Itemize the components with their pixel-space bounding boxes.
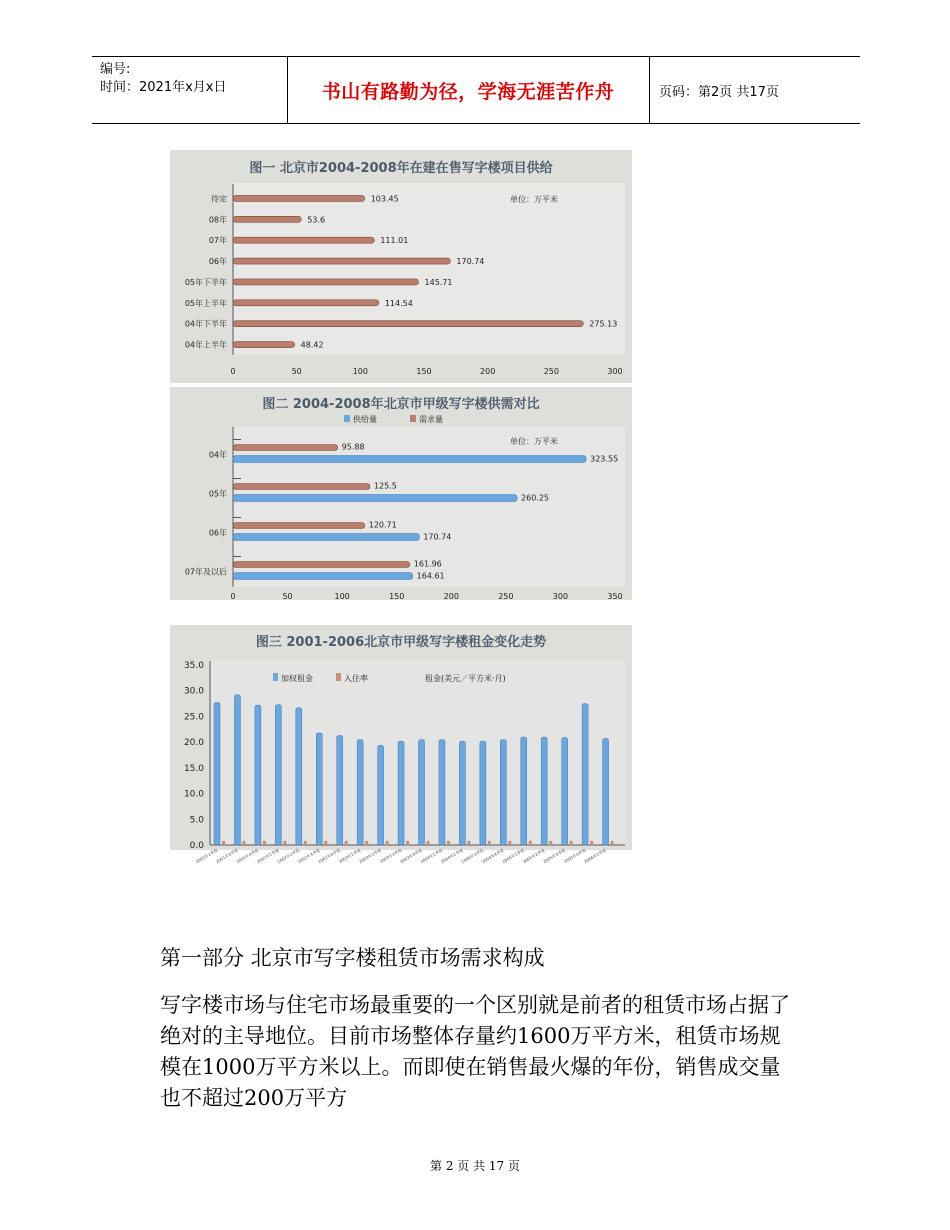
figure-2-panel [170, 387, 632, 600]
x-tick-label: 2003年2季度 [358, 847, 383, 865]
number-label: 编号: [100, 62, 131, 77]
bar-supply [233, 534, 419, 541]
bar [233, 300, 379, 306]
data-label: 170.74 [456, 257, 485, 267]
data-label-supply: 323.55 [590, 454, 619, 464]
figure-3-title: 图三 2001-2006北京市甲级写字楼租金变化走势 [255, 635, 547, 650]
bar-rent [255, 705, 261, 845]
x-tick-label: 50 [291, 367, 302, 376]
bar-rent [337, 735, 343, 845]
figure-1-panel [170, 150, 632, 383]
x-tick-label: 2002年2季度 [276, 847, 301, 865]
data-label: 53.6 [307, 215, 326, 225]
x-tick-label: 100 [352, 367, 368, 376]
y-tick-label: 10.0 [183, 789, 204, 800]
x-tick-label: 2001年3季度 [215, 847, 239, 865]
bar [233, 342, 295, 348]
header-info-cell [92, 57, 288, 123]
x-tick-label: 2003年1季度 [337, 847, 362, 865]
bar-rent [398, 741, 404, 845]
category-label: 05年上半年 [184, 298, 227, 308]
bar-rent [500, 740, 506, 845]
bar-rent [521, 737, 527, 845]
data-label-demand: 95.88 [341, 442, 365, 452]
bar-rent [357, 740, 363, 845]
x-tick-label: 100 [334, 592, 350, 601]
bar-supply [233, 573, 413, 580]
bar-rent [439, 740, 445, 845]
bar-occupancy [467, 841, 470, 845]
x-tick-label: 2005年4季度 [562, 847, 587, 865]
x-tick-label: 2002年1季度 [255, 847, 280, 865]
bar-occupancy [549, 841, 552, 845]
bar-occupancy [283, 841, 286, 845]
bar-occupancy [242, 841, 245, 845]
bar-rent [378, 745, 384, 845]
bar-occupancy [529, 841, 532, 845]
y-tick-label: 0.0 [189, 841, 204, 851]
category-label: 05年 [208, 489, 227, 499]
bar-occupancy [447, 841, 450, 845]
bar-occupancy [427, 841, 430, 845]
bar-occupancy [590, 841, 593, 845]
data-label-demand: 161.96 [413, 559, 442, 569]
category-label: 待定 [211, 194, 227, 204]
data-label-supply: 260.25 [521, 493, 550, 503]
legend-label-rent: 加权租金 [281, 674, 313, 683]
x-tick-label: 2001年4季度 [235, 847, 260, 865]
y-tick-label: 30.0 [183, 686, 204, 697]
figure-3-panel [170, 625, 632, 865]
x-tick-label: 2002年3季度 [296, 847, 321, 865]
legend-swatch-demand [410, 415, 416, 422]
x-tick-label: 300 [552, 592, 569, 601]
x-tick-label: 250 [543, 367, 559, 376]
header-motto: 书山有路勤为径，学海无涯苦作舟 [287, 57, 650, 123]
bar-rent [234, 695, 240, 845]
x-tick-label: 2005年3季度 [542, 847, 567, 865]
bar-rent [541, 737, 547, 845]
x-tick-label: 150 [416, 367, 432, 376]
category-label: 04年 [208, 450, 227, 460]
bar-rent [562, 738, 568, 845]
legend-swatch-occupancy [336, 673, 341, 681]
bar-demand [233, 523, 365, 529]
x-tick-label: 350 [607, 592, 623, 601]
x-tick-label: 50 [282, 592, 293, 601]
bar-rent [275, 705, 281, 845]
x-tick-label: 300 [607, 367, 623, 376]
body-paragraph: 写字楼市场与住宅市场最重要的一个区别就是前者的租赁市场占据了绝对的主导地位。目前市场整体存量约1600万平方米，租赁市场规模在1000万平方米以上。而即使在销售最火爆的年份，销售成交量也不超过200万平方 [160, 993, 790, 1110]
bar-rent [603, 739, 609, 845]
bar-demand [233, 484, 370, 490]
bar-occupancy [570, 841, 573, 845]
legend-label-occupancy: 入住率 [344, 674, 368, 683]
data-label-supply: 164.61 [416, 571, 445, 581]
figure-3-chart [170, 625, 632, 865]
bar-rent [480, 741, 486, 845]
category-label: 06年 [208, 257, 227, 267]
data-label: 103.45 [370, 194, 399, 204]
x-tick-label: 2005年2季度 [521, 847, 546, 865]
legend-label-demand: 需求量 [419, 415, 443, 424]
legend-label-supply: 供给量 [353, 415, 377, 424]
bar-rent [419, 740, 425, 845]
x-tick-label: 2002年4季度 [317, 847, 342, 865]
bar-occupancy [386, 841, 389, 845]
x-tick-label: 2003年4季度 [399, 847, 423, 865]
x-tick-label: 2001年2季度 [194, 847, 219, 865]
bar-rent [459, 741, 465, 845]
bar-occupancy [365, 841, 368, 845]
bar [233, 258, 450, 264]
bar-rent [296, 708, 302, 845]
category-label: 06年 [208, 528, 227, 538]
data-label: 114.54 [384, 298, 413, 308]
legend-swatch-supply [344, 415, 350, 422]
x-tick-label: 200 [480, 367, 496, 376]
category-label: 04年下半年 [184, 319, 227, 329]
data-label: 111.01 [380, 236, 409, 246]
time-label: 时间：2021年x月x日 [100, 80, 227, 95]
x-tick-label: 2004年3季度 [460, 847, 485, 865]
bar-occupancy [406, 841, 409, 845]
unit-note: 单位：万平米 [510, 437, 558, 446]
x-tick-label: 0 [230, 592, 236, 601]
figure-1-title: 图一 北京市2004-2008年在建在售写字楼项目供给 [249, 161, 553, 176]
category-label: 05年下半年 [184, 277, 227, 287]
plot-area [233, 183, 625, 355]
x-tick-label: 150 [389, 592, 405, 601]
bar-occupancy [345, 841, 348, 845]
page-header [92, 56, 860, 124]
x-tick-label: 2006年1季度 [583, 847, 608, 865]
y-tick-label: 5.0 [189, 815, 204, 826]
bar-demand [233, 445, 338, 451]
bar [233, 195, 365, 201]
category-label: 04年上半年 [184, 340, 227, 350]
bar-occupancy [304, 841, 307, 845]
x-tick-label: 2003年3季度 [378, 847, 403, 865]
data-label: 145.71 [424, 277, 453, 287]
bar-occupancy [263, 841, 266, 845]
data-label-demand: 125.5 [373, 481, 397, 491]
data-label-demand: 120.71 [368, 520, 397, 530]
bar [233, 237, 374, 243]
figure-2-title: 图二 2004-2008年北京市甲级写字楼供需对比 [262, 397, 540, 412]
category-label: 07年及以后 [184, 567, 227, 577]
bar-rent [582, 704, 588, 845]
bar-rent [316, 733, 322, 845]
bar-occupancy [222, 841, 225, 845]
x-tick-label: 2004年4季度 [480, 847, 505, 865]
y-tick-label: 25.0 [183, 712, 204, 723]
y-tick-label: 35.0 [183, 661, 204, 671]
bar-occupancy [488, 841, 491, 845]
x-tick-label: 2005年1季度 [501, 847, 526, 865]
unit-note: 单位：万平米 [510, 195, 558, 204]
category-label: 08年 [208, 215, 227, 225]
bar-supply [233, 495, 517, 502]
y-tick-label: 20.0 [183, 738, 204, 749]
x-tick-label: 0 [230, 367, 236, 376]
x-tick-label: 2004年1季度 [419, 847, 444, 865]
x-tick-label: 2004年2季度 [439, 847, 464, 865]
figure-1-chart [170, 150, 632, 383]
page-footer: 第 2 页 共 17 页 [430, 1159, 520, 1173]
bar-occupancy [508, 841, 511, 845]
data-label-supply: 170.74 [423, 532, 452, 542]
bar-occupancy [611, 841, 614, 845]
bar [233, 216, 301, 222]
section-heading: 第一部分 北京市写字楼租赁市场需求构成 [160, 946, 545, 970]
unit-note: 租金(美元／平方米·月) [425, 674, 506, 683]
data-label: 275.13 [589, 319, 618, 329]
y-tick-label: 15.0 [183, 763, 204, 774]
bar-rent [214, 703, 220, 845]
bar-occupancy [324, 841, 327, 845]
x-tick-label: 250 [498, 592, 514, 601]
figure-2-chart [170, 387, 632, 600]
header-page-label: 页码：第2页 共17页 [659, 84, 779, 100]
x-tick-label: 200 [443, 592, 459, 601]
bar-demand [233, 562, 410, 568]
legend-swatch-rent [273, 673, 278, 681]
bar [233, 321, 583, 327]
bar-supply [233, 456, 586, 463]
bar [233, 279, 419, 285]
category-label: 07年 [208, 236, 227, 246]
data-label: 48.42 [300, 340, 324, 350]
header-page-cell [649, 57, 860, 123]
